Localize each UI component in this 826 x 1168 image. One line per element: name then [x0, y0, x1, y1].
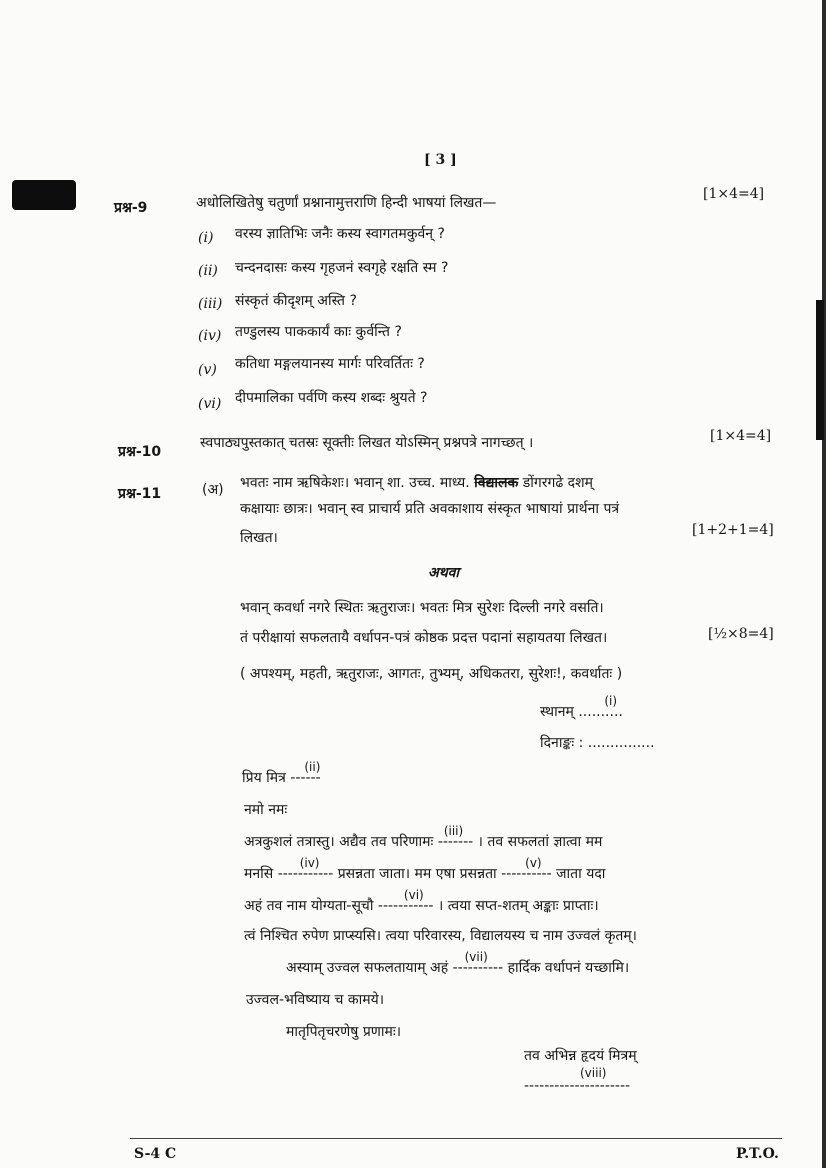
- scan-edge: [822, 0, 826, 1168]
- greeting: नमो नमः: [244, 802, 288, 818]
- body5-text-b: हार्दिक वर्धापनं यच्छामि।: [507, 960, 630, 976]
- q9-item-num: (iv): [198, 328, 222, 344]
- q9-item-num: (ii): [198, 263, 218, 279]
- q11-label: प्रश्न-11: [118, 486, 162, 502]
- body2-text-c: जाता यदा: [556, 866, 606, 882]
- q11-line1-b: डोंगरगढे दशम्: [522, 475, 593, 491]
- blank-vi-wrap: [377, 888, 434, 914]
- blank-v-wrap: [501, 856, 552, 882]
- body-line-2: [244, 856, 606, 883]
- q11-line2: कक्षायाः छात्रः। भवान् स्व प्राचार्य प्रति अवकाशाय संस्कृत भाषायां प्रार्थना पत्रं: [240, 501, 620, 517]
- body-line-6: उज्वल-भविष्याय च कामये।: [246, 992, 385, 1008]
- place-blank: ..........: [578, 704, 623, 720]
- q11-line1-a: भवतः नाम ऋषिकेशः। भवान् शा. उच्च. माध्य.: [240, 475, 470, 491]
- q11-line1: [240, 473, 593, 492]
- footer-pto: P.T.O.: [736, 1146, 779, 1162]
- q9-item-num: (iii): [198, 296, 223, 312]
- q9-label: प्रश्न-9: [114, 200, 148, 216]
- q10-marks: [1×4=4]: [710, 428, 772, 444]
- q9-item-text: चन्दनदासः कस्य गृहजनं स्वगृहे रक्षति स्म ?: [235, 260, 449, 276]
- blank-iii: -------: [437, 834, 474, 850]
- q10-label: प्रश्न-10: [118, 444, 162, 460]
- q9-marks: [1×4=4]: [703, 186, 765, 202]
- salutation-blank-num: (ii): [304, 760, 321, 774]
- date-line: [540, 733, 655, 752]
- footer-code: S-4 C: [134, 1146, 177, 1162]
- body-line-3: [244, 888, 599, 915]
- salutation-blank: ------: [290, 770, 321, 786]
- q11-line1-struck: विद्यालक: [474, 475, 519, 491]
- q9-item-text: वरस्य ज्ञातिभिः जनैः कस्य स्वागतमकुर्वन् ?: [235, 226, 445, 242]
- blank-viii-num: (viii): [580, 1066, 607, 1080]
- redaction-blot: [12, 180, 76, 210]
- blank-vii: ----------: [452, 960, 504, 976]
- alt-line1: भवान् कवर्धा नगरे स्थितः ऋतुराजः। भवतः मित्र सुरेशः दिल्ली नगरे वसति।: [240, 600, 604, 616]
- date-blank: ...............: [587, 735, 655, 751]
- word-bank: ( अपश्यम्, महती, ऋतुराजः, आगतः, तुभ्यम्, अधिकतरा, सुरेशः!, कवर्धातः ): [240, 666, 623, 682]
- alt-line2: तं परीक्षायां सफलतायै वर्धापन-पत्रं कोष्ठक प्रदत्त पदानां सहायतया लिखत।: [240, 630, 608, 646]
- scan-edge-mark: [816, 300, 824, 440]
- blank-iii-num: (iii): [443, 824, 464, 838]
- body-line-1: [244, 824, 603, 851]
- q9-item-text: संस्कृतं कीदृशम् अस्ति ?: [235, 293, 357, 309]
- q11-line3: लिखत।: [240, 530, 278, 546]
- blank-iv-wrap: [277, 856, 334, 882]
- blank-vii-num: (vii): [464, 950, 488, 964]
- body1-text-a: अत्रकुशलं तत्रास्तु। अद्यैव तव परिणामः: [244, 834, 434, 850]
- blank-viii: ---------------------: [524, 1078, 631, 1094]
- q11-part: (अ): [202, 482, 224, 498]
- body3-text-b: । त्वया सप्त-शतम् अङ्काः प्राप्ताः।: [437, 898, 599, 914]
- salutation: प्रिय मित्र: [242, 770, 286, 786]
- place-blank-wrap: [578, 694, 623, 720]
- alt-marks: [½×8=4]: [708, 626, 774, 642]
- blank-vi-num: (vi): [403, 888, 424, 902]
- body-line-5: [286, 950, 630, 977]
- blank-iv-num: (iv): [299, 856, 320, 870]
- blank-iv: -----------: [277, 866, 334, 882]
- q9-text: अधोलिखितेषु चतुर्णां प्रश्नानामुत्तराणि हिन्दी भाषयां लिखत—: [196, 195, 497, 211]
- blank-vi: -----------: [377, 898, 434, 914]
- blank-viii-wrap: [524, 1066, 631, 1094]
- blank-iii-wrap: [437, 824, 474, 850]
- salutation-blank-wrap: [290, 760, 321, 786]
- blank-v: ----------: [501, 866, 552, 882]
- blank-vii-wrap: [452, 950, 504, 976]
- or-label: अथवा: [428, 565, 460, 581]
- q9-item-num: (v): [198, 362, 217, 378]
- salutation-line: [242, 760, 321, 787]
- body2-text-a: मनसि: [244, 866, 274, 882]
- q9-item-num: (vi): [198, 396, 222, 412]
- body5-text-a: अस्याम् उज्वल सफलतायाम् अहं: [286, 960, 449, 976]
- signature-line: [524, 1066, 631, 1094]
- body3-text-a: अहं तव नाम योग्यता-सूचौ: [244, 898, 374, 914]
- place-label: स्थानम्: [540, 704, 574, 720]
- q9-item-text: दीपमालिका पर्वणि कस्य शब्दः श्रुयते ?: [235, 390, 428, 406]
- body1-text-b: । तव सफलतां ज्ञात्वा मम: [477, 834, 603, 850]
- body2-text-b: प्रसन्नता जाता। मम एषा प्रसन्नता: [337, 866, 497, 882]
- q9-item-text: कतिधा मङ्गलयानस्य मार्गः परिवर्तितः ?: [235, 356, 425, 372]
- footer-rule: [130, 1138, 782, 1139]
- page-number: [ 3 ]: [424, 152, 457, 168]
- q9-item-text: तण्डुलस्य पाककार्यं काः कुर्वन्ति ?: [235, 324, 402, 340]
- q11-marks: [1+2+1=4]: [692, 522, 774, 538]
- closing: तव अभिन्न हृदयं मित्रम्: [524, 1048, 637, 1064]
- body-line-7: मातृपितृचरणेषु प्रणामः।: [286, 1024, 402, 1040]
- q9-item-num: (i): [198, 230, 214, 246]
- body-line-4: त्वं निश्चित रुपेण प्राप्स्यसि। त्वया परिवारस्य, विद्यालयस्य च नाम उज्वलं कृतम्।: [244, 928, 637, 944]
- blank-v-num: (v): [525, 856, 542, 870]
- place-blank-num: (i): [604, 694, 618, 708]
- place-line: [540, 694, 623, 721]
- date-label: दिनाङ्कः :: [540, 735, 584, 751]
- q10-text: स्वपाठ्यपुस्तकात् चतस्रः सूक्तीः लिखत योऽस्मिन् प्रश्नपत्रे नागच्छत् ।: [200, 435, 534, 451]
